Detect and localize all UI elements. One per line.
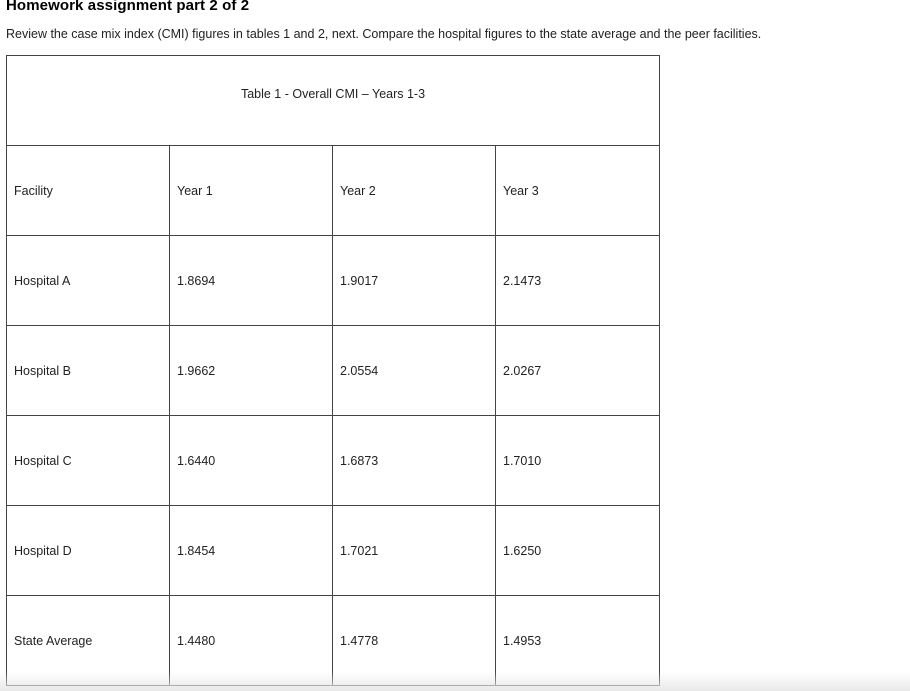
year-3-cell: 2.1473 <box>496 236 660 326</box>
table-caption: Table 1 - Overall CMI – Years 1-3 <box>240 87 426 101</box>
year-1-cell: 1.8694 <box>170 236 333 326</box>
year-3-cell: 2.0267 <box>496 326 660 416</box>
table-row <box>7 236 660 326</box>
table-header-row <box>7 146 660 236</box>
table-caption-row <box>7 56 660 146</box>
table-row <box>7 416 660 506</box>
header-year-3: Year 3 <box>496 146 660 236</box>
table-row <box>7 596 660 686</box>
year-3-cell: 1.4953 <box>496 596 660 686</box>
header-year-1: Year 1 <box>170 146 333 236</box>
table-row <box>7 506 660 596</box>
year-2-cell: 1.4778 <box>333 596 496 686</box>
facility-cell: Hospital D <box>7 506 170 596</box>
cmi-table <box>6 55 660 686</box>
year-3-cell: 1.6250 <box>496 506 660 596</box>
facility-cell: Hospital B <box>7 326 170 416</box>
year-1-cell: 1.8454 <box>170 506 333 596</box>
header-year-2: Year 2 <box>333 146 496 236</box>
year-1-cell: 1.9662 <box>170 326 333 416</box>
assignment-heading: Homework assignment part 2 of 2 <box>6 0 250 14</box>
header-facility: Facility <box>7 146 170 236</box>
instructions-text: Review the case mix index (CMI) figures in tables 1 and 2, next. Compare the hospital figures to the state average and the peer facilities. <box>6 27 762 41</box>
facility-cell: Hospital C <box>7 416 170 506</box>
year-1-cell: 1.4480 <box>170 596 333 686</box>
year-1-cell: 1.6440 <box>170 416 333 506</box>
year-3-cell: 1.7010 <box>496 416 660 506</box>
year-2-cell: 1.7021 <box>333 506 496 596</box>
table-row <box>7 326 660 416</box>
year-2-cell: 2.0554 <box>333 326 496 416</box>
facility-cell: Hospital A <box>7 236 170 326</box>
table-caption-cell <box>7 56 660 146</box>
year-2-cell: 1.6873 <box>333 416 496 506</box>
year-2-cell: 1.9017 <box>333 236 496 326</box>
facility-cell: State Average <box>7 596 170 686</box>
